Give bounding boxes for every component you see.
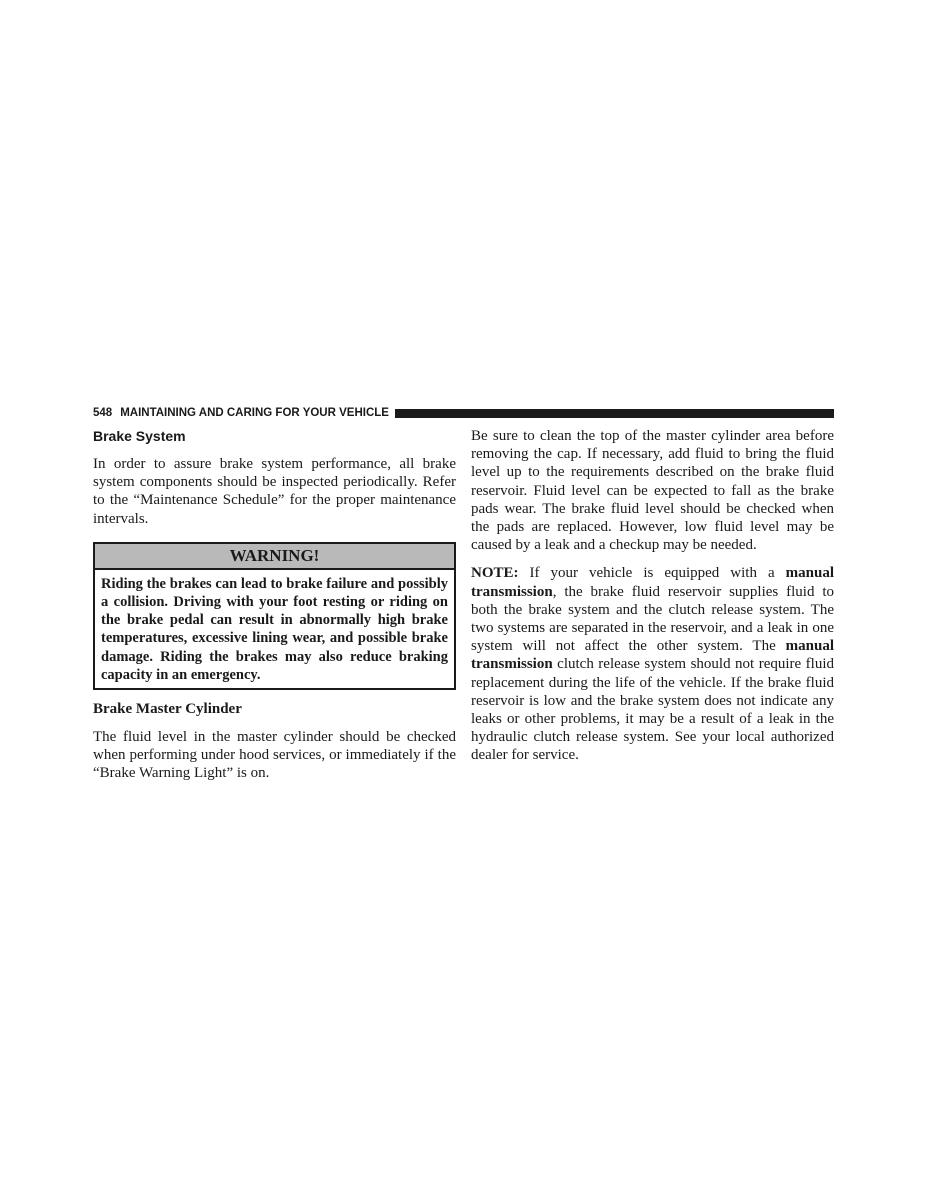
right-column: [471, 427, 834, 765]
note-label: NOTE:: [471, 565, 519, 582]
note-text-a: If your vehicle is equipped with a: [518, 565, 786, 582]
master-cylinder-text: The fluid level in the master cylinder should be checked when performing under hood services, or immediately if the “Brake Warning Light” is on.: [93, 729, 456, 782]
master-cylinder-heading: Brake Master Cylinder: [93, 701, 242, 718]
left-column: [93, 427, 456, 783]
note-text-b: , the brake fluid reservoir supplies fluid to both the brake system and the clutch release system. The two systems are separated in the reservoir, and a leak in one system will not affect the other system. The: [471, 583, 834, 655]
section-title: MAINTAINING AND CARING FOR YOUR VEHICLE: [120, 407, 389, 419]
note-bold-a: manual transmission: [471, 565, 834, 600]
warning-text: Riding the brakes can lead to brake failure and possibly a collision. Driving with your foot resting or riding on the brake pedal can result in abnormally high brake temperatures, excessive lining wear, and possible brake damage. Riding the brakes may also reduce braking capacity in an emergency.: [101, 575, 448, 683]
note-paragraph: [471, 564, 834, 764]
cleaning-paragraph: Be sure to clean the top of the master cylinder area before removing the cap. If necessary, add fluid to bring the fluid level up to the requirements described on the brake fluid reservoir. Fluid level can be expected to fall as the brake pads wear. The brake fluid level should be checked when the pads are replaced. However, low fluid level may be caused by a leak and a checkup may be needed.: [471, 428, 834, 554]
warning-box: [93, 542, 456, 690]
brake-system-intro: In order to assure brake system performance, all brake system components should be inspected periodically. Refer to the “Maintenance Schedule” for the proper maintenance intervals.: [93, 456, 456, 527]
note-bold-b: manual transmission: [471, 638, 834, 673]
header-rule: [395, 409, 834, 418]
brake-system-heading: Brake System: [93, 428, 186, 444]
page-header: [93, 405, 834, 421]
note-text-c: clutch release system should not require fluid replacement during the life of the vehicle. If the brake fluid reservoir is low and the brake system does not indicate any leaks or other problems, it may be a result of a leak in the hydraulic clutch release system. See your local authorized dealer for service.: [471, 656, 834, 764]
warning-title: WARNING!: [95, 544, 454, 570]
page-number: 548: [93, 407, 113, 419]
